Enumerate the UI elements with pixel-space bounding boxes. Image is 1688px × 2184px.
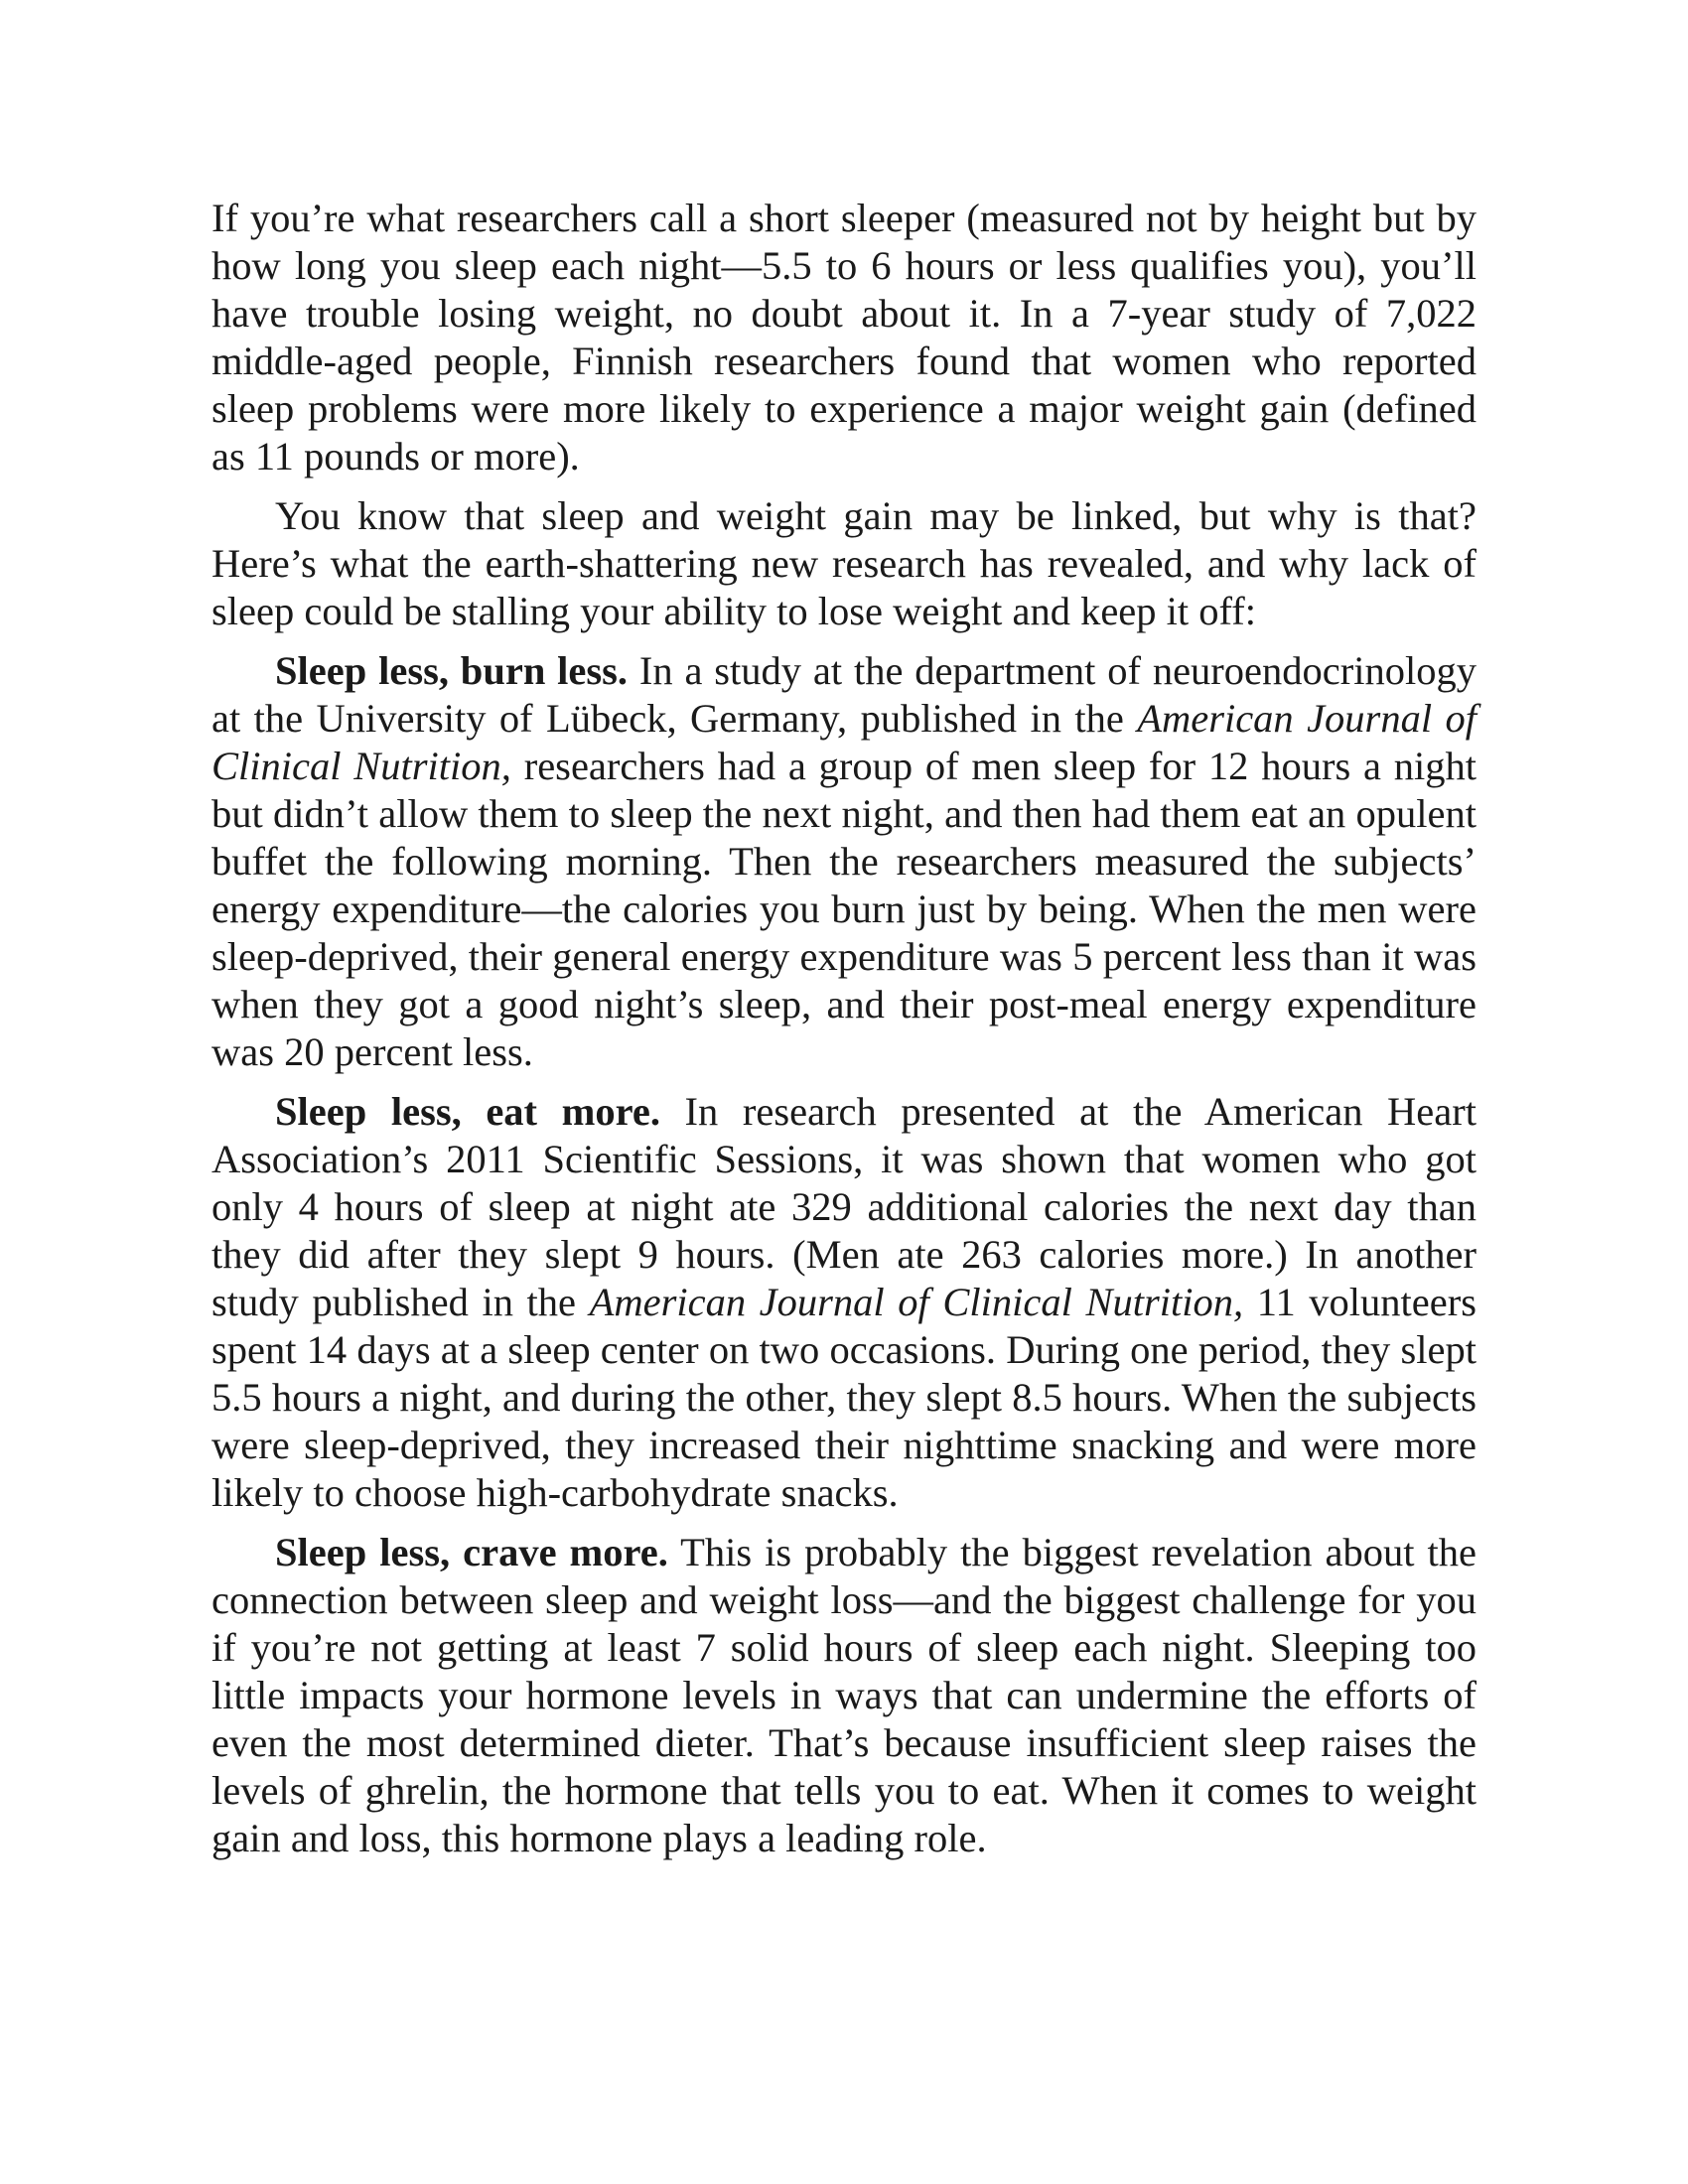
journal-title: American Journal of Clinical Nutrition, xyxy=(211,696,1477,788)
lead-heading-eat-more: Sleep less, eat more. xyxy=(275,1089,660,1134)
document-page xyxy=(211,195,1477,1874)
body-text: researchers had a group of men sleep for 12 hours a night but didn’t allow them to sleep the next night, and then had them eat an opulent buffet the following morning. Then the researchers measured the subjects’ energy expenditure—the calories you burn just by being. When the men were sleep-deprived, their general energy expenditure was 5 percent less than it was when they got a good night’s sleep, and their post-meal energy expenditure was 20 percent less. xyxy=(211,744,1477,1074)
paragraph-sleep-weight-link: You know that sleep and weight gain may be linked, but why is that? Here’s what the earth-shattering new research has revealed, and why lack of sleep could be stalling your ability to lose weight and keep it off: xyxy=(211,493,1477,633)
body-text: In research presented at the American Heart Association’s 2011 Scientific Sessions, it was shown that women who got only 4 hours of sleep at night ate 329 additional calories the next day than they did after they slept 9 hours. (Men ate 263 calories more.) In another study published in the xyxy=(211,1089,1477,1324)
paragraph-sleep-less-crave-more xyxy=(211,1529,1477,1862)
paragraph-short-sleeper: If you’re what researchers call a short sleeper (measured not by height but by how long you sleep each night—5.5 to 6 hours or less qualifies you), you’ll have trouble losing weight, no doubt about it. In a 7-year study of 7,022 middle-aged people, Finnish researchers found that women who reported sleep problems were more likely to experience a major weight gain (defined as 11 pounds or more). xyxy=(211,196,1477,478)
paragraph-sleep-less-burn-less xyxy=(211,647,1477,1076)
paragraph-sleep-less-eat-more xyxy=(211,1088,1477,1517)
body-text: 11 volunteers spent 14 days at a sleep center on two occasions. During one period, they slept 5.5 hours a night, and during the other, they slept 8.5 hours. When the subjects were sleep-deprived, they increased their nighttime snacking and were more likely to choose high-carbohydrate snacks. xyxy=(211,1280,1477,1515)
lead-heading-burn-less: Sleep less, burn less. xyxy=(275,648,629,693)
body-text: This is probably the biggest revelation about the connection between sleep and weight loss—and the biggest challenge for you if you’re not getting at least 7 solid hours of sleep each night. Sleeping too little impacts your hormone levels in ways that can undermine the efforts of even the most determined dieter. That’s because insufficient sleep raises the levels of ghrelin, the hormone that tells you to eat. When it comes to weight gain and loss, this hormone plays a leading role. xyxy=(211,1530,1477,1860)
body-text: In a study at the department of neuroendocrinology at the University of Lübeck, Germany, published in the xyxy=(211,648,1477,741)
journal-title: American Journal of Clinical Nutrition, xyxy=(589,1280,1244,1324)
lead-heading-crave-more: Sleep less, crave more. xyxy=(275,1530,668,1574)
